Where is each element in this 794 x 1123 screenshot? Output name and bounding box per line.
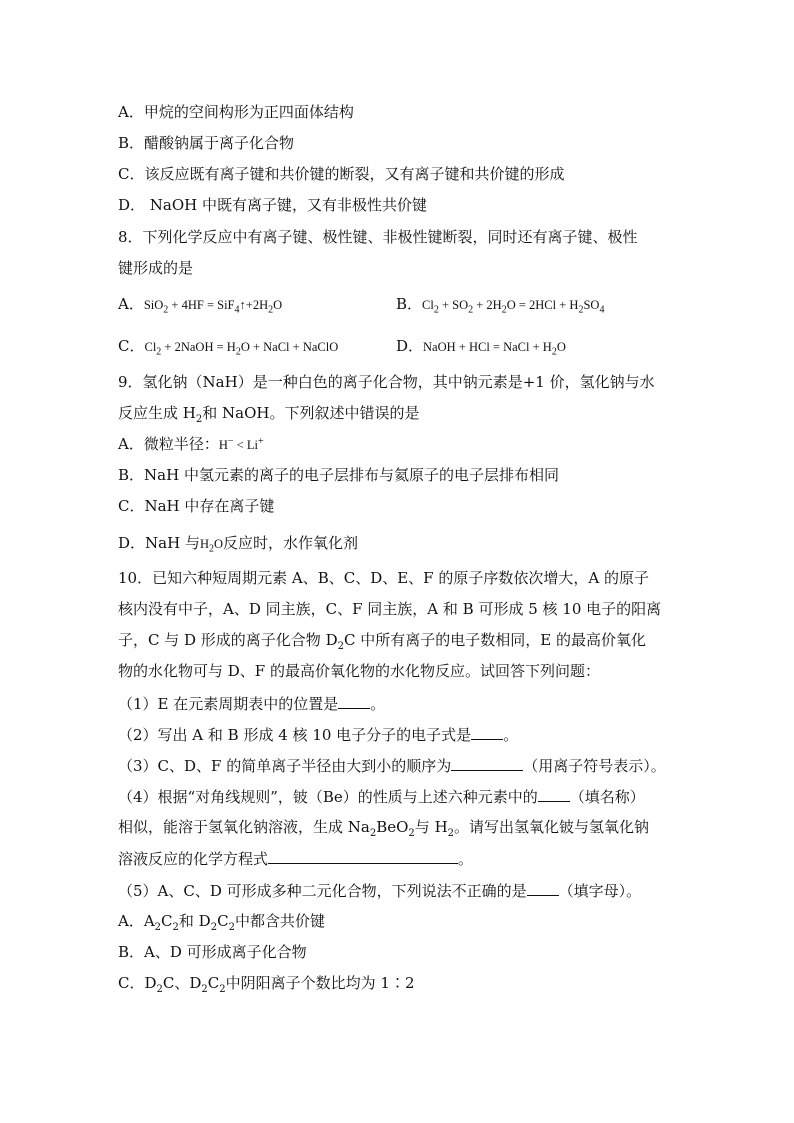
q8-equation-b: $Cl_2 + SO_2 + 2H_2O = 2HCl + H_2SO_4$ <box>422 298 605 316</box>
answer-blank-2[interactable] <box>471 724 503 740</box>
q10-part5: （5）A、C、D 可形成多种二元化合物，下列说法不正确的是 （填字母）。 <box>118 882 642 900</box>
q8-option-d <box>396 336 566 357</box>
q9-ion-radius: H− < Li+ <box>218 435 264 452</box>
q10-part2: （2）写出 A 和 B 形成 4 核 10 电子分子的电子式是 。 <box>118 726 519 744</box>
q9-option-c: C．NaH 中存在离子键 <box>118 497 275 515</box>
q8-option-b <box>396 294 604 315</box>
q8-stem-line1: 8．下列化学反应中有离子键、极性键、非极性键断裂，同时还有离子键、极性 <box>118 228 638 246</box>
answer-blank-6[interactable] <box>527 880 559 896</box>
q7-option-d: D． NaOH 中既有离子键，又有非极性共价键 <box>118 196 428 214</box>
answer-blank-5[interactable] <box>268 848 458 864</box>
q7-option-a: A．甲烷的空间构形为正四面体结构 <box>118 103 354 121</box>
q8-label-d: D． <box>396 337 424 355</box>
q9-stem-line2: 反应生成 $H_2$和 NaOH。下列叙述中错误的是 <box>118 404 420 425</box>
answer-blank-3[interactable] <box>451 755 523 771</box>
q8-label-c: C． <box>118 337 145 355</box>
q8-equation-a: $SiO_2 + 4HF = SiF_4↑+2H_2O$ <box>143 298 283 316</box>
q8-equation-d: NaOH + HCl = NaCl + $H_2O$ <box>423 340 566 358</box>
q8-label-a: A． <box>118 295 144 313</box>
q7-option-c: C．该反应既有离子键和共价键的断裂，又有离子键和共价键的形成 <box>118 165 565 183</box>
q8-stem-line2: 键形成的是 <box>118 259 194 277</box>
q9-option-b: B．NaH 中氢元素的离子的电子层排布与氦原子的电子层排布相同 <box>118 466 559 484</box>
q10-part5-option-c: C．$D_2C$、$D_2C_2$中阴阳离子个数比均为 1∶2 <box>118 974 415 995</box>
q10-stem-line2: 核内没有中子，A、D 同主族，C、F 同主族，A 和 B 可形成 5 核 10 电子的阳离 <box>118 600 662 618</box>
q10-part4-line3: 溶液反应的化学方程式 。 <box>118 850 474 868</box>
q10-part1: （1）E 在元素周期表中的位置是 。 <box>118 695 386 713</box>
q7-option-b: B．醋酸钠属于离子化合物 <box>118 134 295 152</box>
q8-option-a <box>118 294 282 315</box>
q10-part4-line1: （4）根据“对角线规则”，铍（Be）的性质与上述六种元素中的 （填名称） <box>118 788 645 806</box>
answer-blank-1[interactable] <box>338 693 370 709</box>
answer-blank-4[interactable] <box>538 786 570 802</box>
q8-label-b: B． <box>396 295 423 313</box>
q10-part3: （3）C、D、F 的简单离子半径由大到小的顺序为 （用离子符号表示）。 <box>118 757 666 775</box>
q9-option-d: D．NaH 与$H_2O$反应时，水作氧化剂 <box>118 534 359 555</box>
q10-part5-option-a: A．$A_2C_2$和 $D_2C_2$中都含共价键 <box>118 912 325 933</box>
q8-equation-c: $Cl_2$ + 2NaOH = $H_2O$ + NaCl + NaClO <box>144 340 339 358</box>
q10-part5-option-b: B．A、D 可形成离子化合物 <box>118 943 307 961</box>
q10-stem-line3: 子，C 与 D 形成的离子化合物 $D_2C$ 中所有离子的电子数相同，E 的最高价氧化 <box>118 631 646 652</box>
q8-option-c <box>118 336 338 357</box>
q9-option-a: A．微粒半径：H− < Li+ <box>118 435 264 453</box>
q9-stem-line1: 9．氢化钠（NaH）是一种白色的离子化合物，其中钠元素是+1 价，氢化钠与水 <box>118 373 655 391</box>
q10-stem-line4: 物的水化物可与 D、F 的最高价氧化物的水化物反应。试回答下列问题： <box>118 662 600 680</box>
q10-stem-line1: 10．已知六种短周期元素 A、B、C、D、E、F 的原子序数依次增大，A 的原子 <box>118 569 649 587</box>
q10-part4-line2: 相似，能溶于氢氧化钠溶液，生成 $Na_2BeO_2$与 $H_2$。请写出氢氧化铍与氢氧化钠 <box>118 818 650 839</box>
